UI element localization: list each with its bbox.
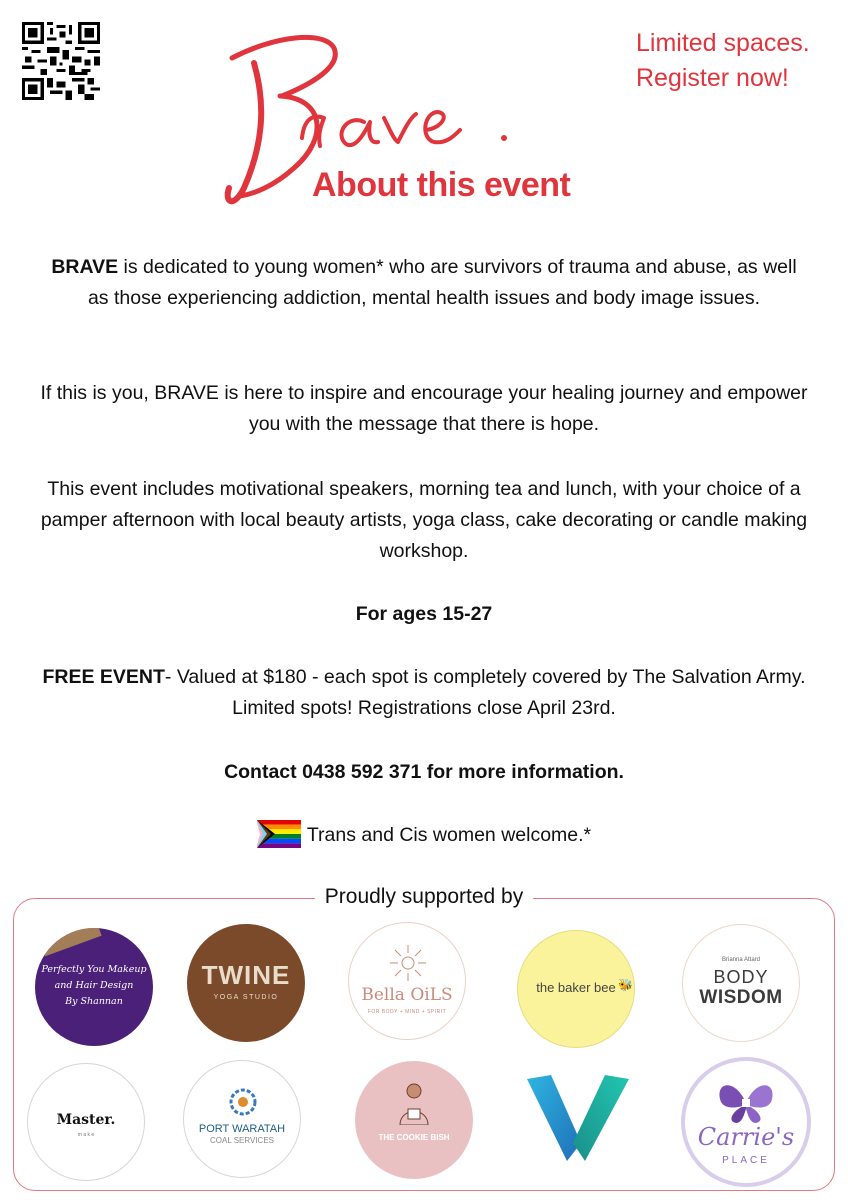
twine-yoga-logo <box>187 924 305 1042</box>
free-event-paragraph <box>40 662 808 724</box>
baker-bee-text: the baker bee <box>536 980 616 995</box>
twine-sub-text: YOGA STUDIO <box>213 994 279 1001</box>
brave-bold: BRAVE <box>51 256 119 278</box>
intro-text: is dedicated to young women* who are survivors of trauma and abuse, as well as those experiencing addiction, mental health issues and body image issues. <box>87 256 797 309</box>
body-wisdom-logo <box>682 924 800 1042</box>
includes-paragraph: This event includes motivational speakers, morning tea and lunch, with your choice of a pamper afternoon with local beauty artists, yoga class, cake decorating or candle making workshop. <box>40 478 808 562</box>
twine-text: TWINE <box>201 960 291 990</box>
hope-paragraph: If this is you, BRAVE is here to inspire and encourage your healing journey and empower you with the message that there is hope. <box>40 382 808 435</box>
perfectly-you-text: Perfectly You Makeup and Hair Design By Shannan <box>41 964 147 1007</box>
welcome-line <box>0 820 848 851</box>
gold-foil-decoration <box>35 928 102 956</box>
qr-code[interactable] <box>22 22 100 100</box>
body-wisdom-line-1: BODY <box>713 967 769 987</box>
port-waratah-emblem-icon <box>228 1087 258 1117</box>
free-event-text: - Valued at $180 - each spot is completely covered by The Salvation Army. Limited spots! Registrations close April 23rd. <box>164 666 806 719</box>
bella-oils-logo <box>348 922 466 1040</box>
baker-bee-logo <box>517 930 635 1048</box>
carries-text: Carrie's <box>697 1123 795 1151</box>
body-wisdom-line-2: WISDOM <box>699 987 783 1008</box>
supporters-title: Proudly supported by <box>0 882 848 912</box>
master-text: Master. <box>56 1112 116 1128</box>
free-event-bold: FREE EVENT <box>42 666 165 688</box>
port-waratah-text: PORT WARATAH <box>198 1123 286 1135</box>
butterfly-house-icon <box>716 1079 776 1125</box>
salvation-v-logo-icon <box>523 1073 633 1163</box>
ages-text: For ages 15-27 <box>355 603 493 625</box>
about-event-heading: About this event <box>312 166 571 204</box>
progress-pride-flag-icon <box>257 820 301 848</box>
limited-line-1: Limited spaces. <box>636 29 810 57</box>
sun-icon <box>388 943 428 983</box>
woman-figure-icon <box>394 1081 434 1125</box>
port-waratah-logo <box>183 1060 301 1178</box>
port-waratah-sub-text: COAL SERVICES <box>209 1136 275 1145</box>
cookie-bish-logo <box>355 1061 473 1179</box>
contact-text[interactable]: Contact 0438 592 371 for more information. <box>224 761 624 783</box>
bella-oils-text: Bella OiLS <box>361 985 453 1005</box>
welcome-text: Trans and Cis women welcome.* <box>306 824 592 846</box>
master-sub-text: m a k e <box>77 1132 95 1138</box>
bella-oils-sub-text: FOR BODY + MIND + SPIRIT <box>367 1009 447 1015</box>
carries-sub-text: PLACE <box>722 1155 770 1166</box>
master-make-logo <box>27 1063 145 1181</box>
intro-paragraph <box>40 252 808 314</box>
cookie-bish-text: THE COOKIE BISH <box>378 1133 450 1142</box>
limited-spaces-notice <box>636 26 841 96</box>
carries-place-logo <box>681 1057 811 1187</box>
limited-line-2: Register now! <box>636 64 789 92</box>
body-wisdom-small-text: Brianna Attard <box>721 957 761 963</box>
bee-icon: 🐝 <box>618 978 633 992</box>
perfectly-you-logo <box>35 928 153 1046</box>
